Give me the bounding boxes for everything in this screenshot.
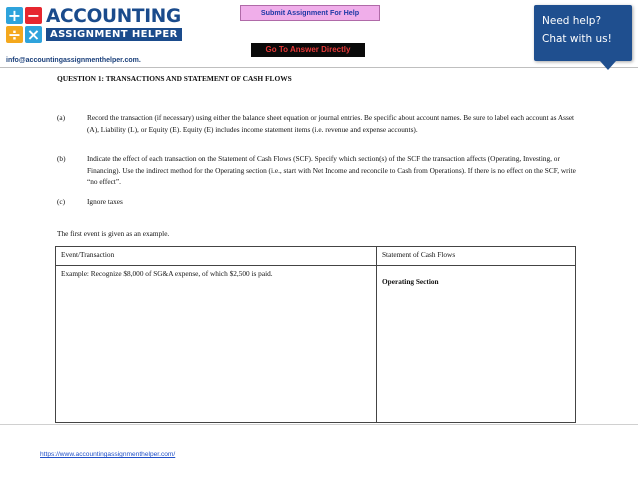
brand-logo[interactable] (6, 6, 181, 46)
cell-example-event[interactable] (56, 266, 377, 423)
chat-widget[interactable] (534, 5, 632, 61)
website-link[interactable]: https://www.accountingassignmenthelper.com/ (40, 451, 176, 458)
brand-title: ACCOUNTING (46, 6, 181, 27)
chat-line-2: Chat with us! (542, 33, 612, 45)
header-event: Event/Transaction (56, 247, 377, 266)
contact-email[interactable]: info@accountingassignmenthelper.com. (6, 57, 141, 64)
question-title: QUESTION 1: TRANSACTIONS AND STATEMENT OF CASH FLOWS (57, 74, 292, 83)
operating-section-label: Operating Section (382, 277, 439, 286)
instruction-text: Ignore taxes (87, 197, 123, 206)
go-to-answer-button[interactable]: Go To Answer Directly (251, 43, 365, 57)
transaction-table (55, 246, 576, 423)
brand-subtitle: ASSIGNMENT HELPER (46, 28, 182, 41)
divide-icon: ÷ (7, 25, 22, 44)
table-row (56, 266, 576, 423)
instruction-text: Indicate the effect of each transaction on the Statement of Cash Flows (SCF). Specify which section(s) of the SCF the transaction affects (Operating, Investing, or Financing). Use the indirect method for the Operating section (i.e., start with Net Income and reconcile to Cash from Operations). If there is no effect on the SCF, write “no effect”. (87, 154, 576, 186)
plus-icon: + (7, 6, 22, 25)
table-header-row (56, 247, 576, 266)
math-operators-icon (6, 7, 43, 44)
header-scf: Statement of Cash Flows (377, 247, 576, 266)
chat-line-1: Need help? (542, 15, 602, 27)
submit-assignment-button[interactable]: Submit Assignment For Help (240, 5, 380, 21)
example-intro: The first event is given as an example. (57, 229, 170, 238)
cell-example-scf[interactable] (377, 266, 576, 423)
example-event-text: Example: Recognize $8,000 of SG&A expense, of which $2,500 is paid. (61, 269, 273, 278)
instruction-label: (c) (57, 197, 66, 206)
instruction-label: (b) (57, 154, 66, 163)
times-icon: × (26, 25, 41, 44)
instruction-label: (a) (57, 113, 66, 122)
instruction-text: Record the transaction (if necessary) using either the balance sheet equation or journal entries. Be specific about account names. Be sure to label each account as Asset (A), Liability (L), or Equity (E). Equity (E) includes income statement items (i.e. revenue and expense accounts). (87, 113, 575, 134)
footer-divider (0, 424, 638, 425)
minus-icon: − (26, 6, 41, 25)
document-page (0, 68, 638, 428)
